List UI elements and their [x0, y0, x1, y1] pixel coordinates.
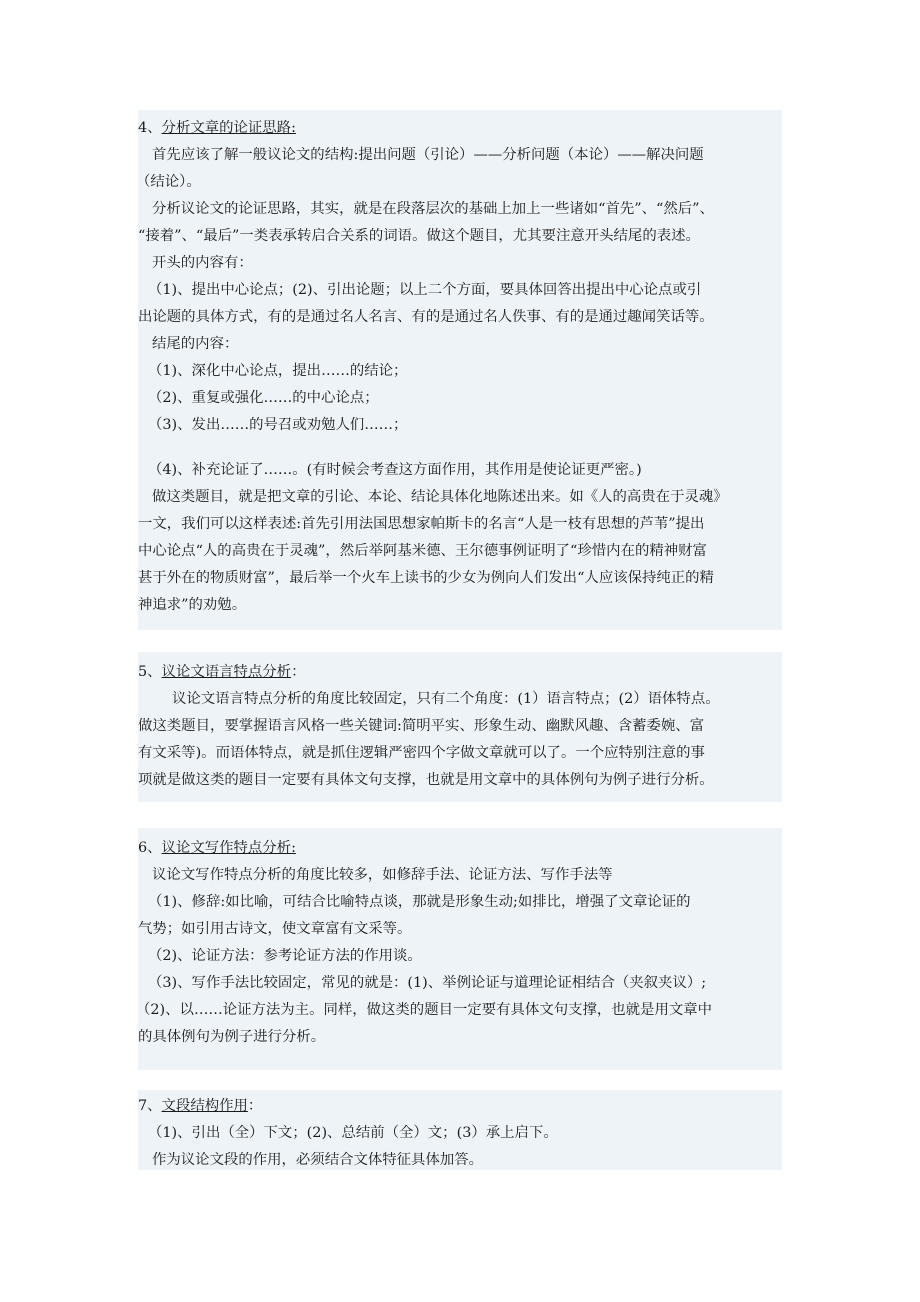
- paragraph-line: 项就是做这类的题目一定要有具体文句支撑，也就是用文章中的具体例句为例子进行分析。: [138, 772, 714, 788]
- paragraph-line: 做这类题目，就是把文章的引论、本论、结论具体化地陈述出来。如《人的高贵在于灵魂》: [152, 489, 728, 505]
- section-7-heading: [138, 1096, 262, 1116]
- heading-number: 5、: [138, 664, 162, 680]
- heading-title: 文段结构作用: [161, 1098, 248, 1114]
- section-6-heading: [138, 838, 296, 858]
- paragraph-line: 中心论点“人的高贵在于灵魂”，然后举阿基米德、王尔德事例证明了“珍惜内在的精神财富: [138, 543, 707, 559]
- paragraph-line: 甚于外在的物质财富”，最后举一个火车上读书的少女为例向人们发出“人应该保持纯正的精: [138, 570, 714, 586]
- list-item: （1)、深化中心论点，提出……的结论；: [148, 363, 408, 379]
- paragraph-line: 有文采等)。而语体特点，就是抓住逻辑严密四个字做文章就可以了。一个应特别注意的事: [138, 745, 705, 761]
- paragraph-line: 首先应该了解一般议论文的结构:提出问题（引论）——分析问题（本论）——解决问题: [152, 147, 704, 163]
- paragraph-line: 开头的内容有：: [152, 255, 253, 271]
- list-item: （1)、引出（全）下文；(2)、总结前（全）文；(3）承上启下。: [148, 1125, 558, 1141]
- paragraph-line: 做这类题目，要掌握语言风格一些关键词:简明平实、形象生动、幽默风趣、含蓄委婉、富: [138, 718, 705, 734]
- list-item: （2)、论证方法：参考论证方法的作用谈。: [148, 948, 422, 964]
- paragraph-line: 作为议论文段的作用，必须结合文体特征具体加答。: [152, 1152, 483, 1168]
- heading-title: 分析文章的论证思路:: [161, 120, 296, 136]
- paragraph-line: （1)、提出中心论点；(2)、引出论题；以上二个方面，要具体回答出提出中心论点或引: [148, 282, 702, 298]
- list-item: （3)、写作手法比较固定，常见的就是：(1)、举例论证与道理论证相结合（夹叙夹议）;: [148, 975, 707, 991]
- paragraph-line: 气势；如引用古诗文，使文章富有文采等。: [138, 921, 412, 937]
- paragraph-line: （2)、以……论证方法为主。同样，做这类的题目一定要有具体文句支撑，也就是用文章中: [136, 1002, 713, 1018]
- paragraph-line: 分析议论文的论证思路，其实，就是在段落层次的基础上加上一些诸如“首先”、“然后”、: [152, 201, 714, 217]
- paragraph-line: 议论文写作特点分析的角度比较多，如修辞手法、论证方法、写作手法等: [152, 867, 613, 883]
- paragraph-line: 出论题的具体方式，有的是通过名人名言、有的是通过名人佚事、有的是通过趣闻笑话等。: [138, 309, 714, 325]
- heading-number: 4、: [138, 120, 162, 136]
- heading-colon: ：: [247, 1098, 263, 1114]
- paragraph-line: 的具体例句为例子进行分析。: [138, 1029, 326, 1045]
- heading-number: 7、: [138, 1098, 162, 1114]
- heading-colon: ：: [291, 664, 306, 680]
- heading-number: 6、: [138, 840, 162, 856]
- list-item: （2)、重复或强化……的中心论点；: [148, 390, 379, 406]
- section-5-heading: [138, 662, 305, 682]
- list-item: （1)、修辞:如比喻，可结合比喻特点谈，那就是形象生动;如排比，增强了文章论证的: [148, 894, 691, 910]
- list-item: （3)、发出……的号召或劝勉人们……；: [148, 417, 408, 433]
- heading-title: 议论文语言特点分析: [161, 664, 292, 680]
- section-4-heading: [138, 118, 296, 138]
- paragraph-line: 议论文语言特点分析的角度比较固定，只有二个角度：(1）语言特点；(2）语体特点。: [172, 691, 720, 707]
- paragraph-line: 一文，我们可以这样表述:首先引用法国思想家帕斯卡的名言“人是一枝有思想的芦苇”提出: [138, 516, 705, 532]
- paragraph-line: 结尾的内容：: [152, 336, 239, 352]
- heading-title: 议论文写作特点分析:: [161, 840, 296, 856]
- paragraph-line: （结论）。: [136, 174, 201, 190]
- paragraph-line: “接着”、“最后”一类表承转启合关系的词语。做这个题目，尤其要注意开头结尾的表述。: [138, 228, 700, 244]
- paragraph-line: 神追求”的劝勉。: [138, 597, 247, 613]
- list-item: （4)、补充论证了……。(有时候会考查这方面作用，其作用是使论证更严密。): [148, 462, 642, 478]
